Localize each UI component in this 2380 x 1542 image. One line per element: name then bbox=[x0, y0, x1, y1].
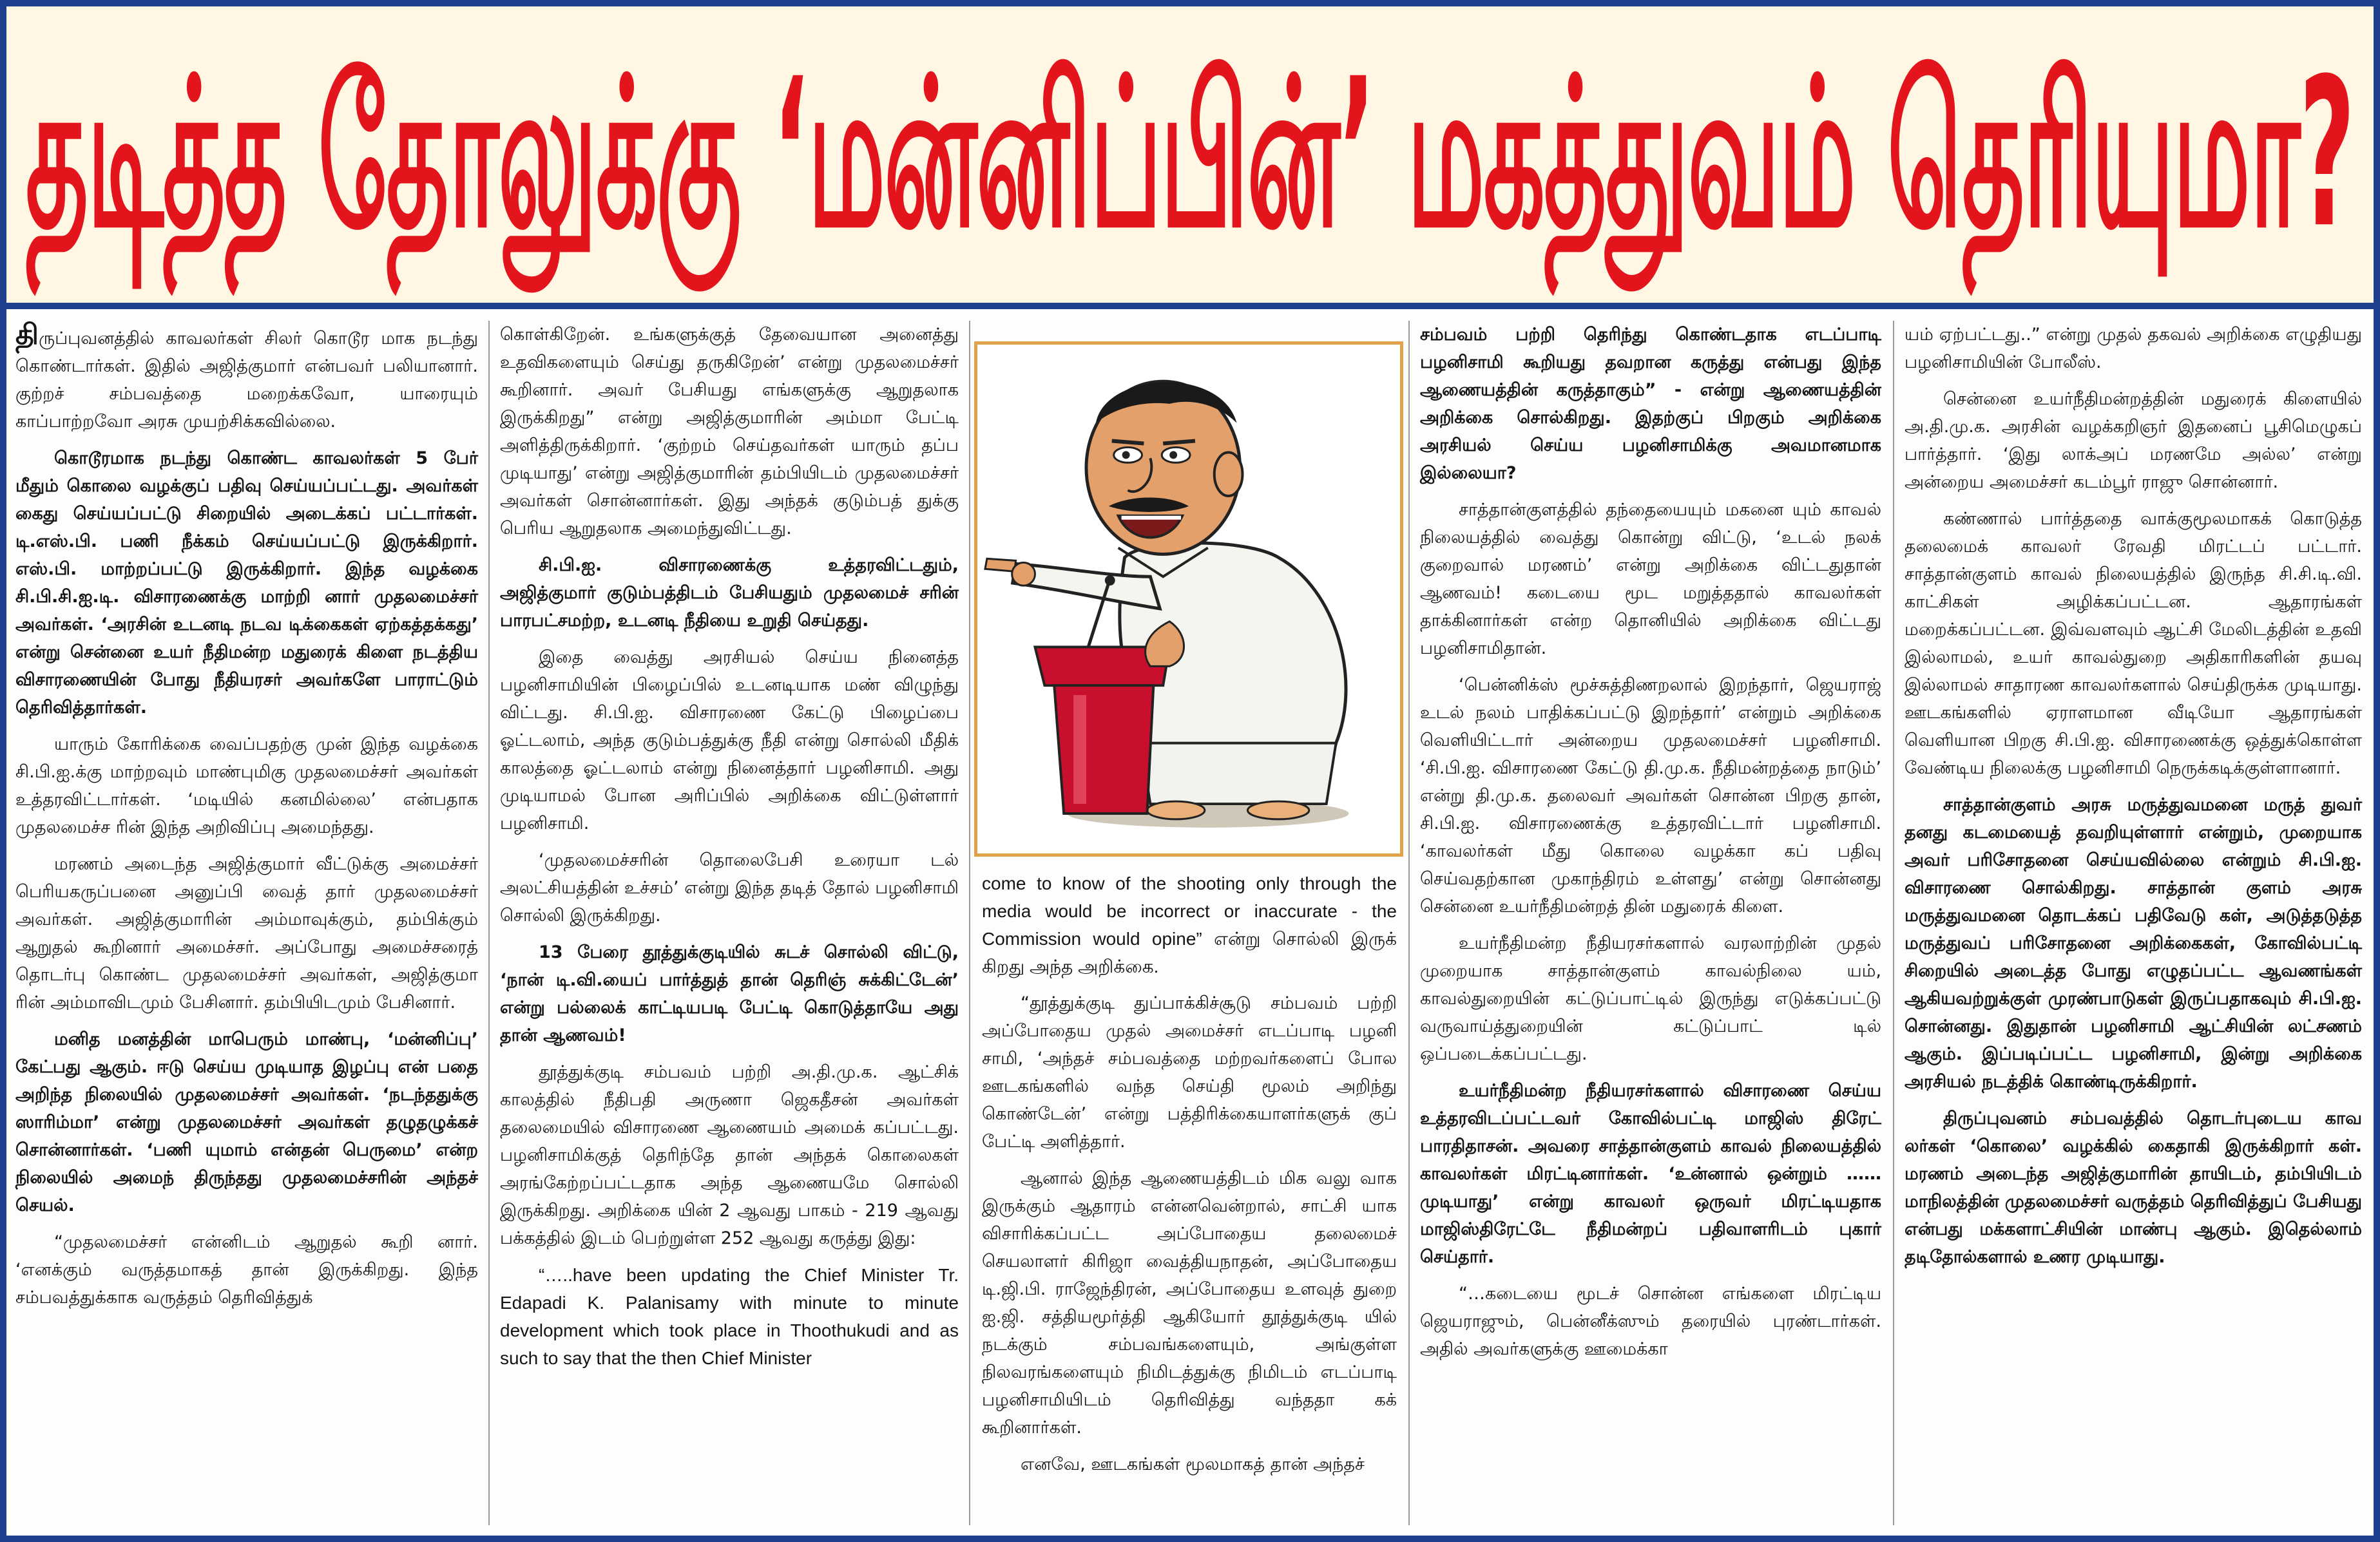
paragraph: திருப்புவனம் சம்பவத்தில் தொடர்புடைய காவ லர்கள் ‘கொலை’ வழக்கில் கைதாகி இருக்கிறார் கள். மரணம் அடைந்த அஜித்குமாரின் தாயிடம், தம்பியிடம் மாநிலத்தின் முதலமைச்சர் வருத்தம் தெரிவித்துப் பேசியது என்பது மக்களாட்சியின் மாண்பு ஆகும். இதெல்லாம் தடிதோல்களால் உணர முடியாது. bbox=[1905, 1109, 2362, 1267]
headline: தடித்த தோலுக்கு ‘மன்னிப்பின்’ மகத்துவம் தெரியுமா? bbox=[26, 35, 2354, 273]
paragraph: “…கடையை மூடச் சொன்ன எங்களை மிரட்டிய ஜெயராஜும், பென்னீக்ஸும் தரையில் புரண்டார்கள். அதில் அவர்களுக்கு ஊமைக்கா bbox=[1420, 1284, 1881, 1359]
article-column-3 bbox=[973, 870, 1406, 1532]
article-column-4 bbox=[1411, 321, 1890, 1532]
paragraph: இதை வைத்து அரசியல் செய்ய நினைத்த பழனிசாமியின் பிழைப்பில் உடனடியாக மண் விழுந்து விட்டது. சி.பி.ஐ. விசாரணை கேட்டு பிழைப்பை ஓட்டலாம், அந்த குடும்பத்துக்கு நீதி என்று சொல்லி மீதிக் காலத்தை ஓட்டலாம் என்று நினைத்தார் பழனிசாமி. அது முடியாமல் போன அரிப்பில் அறிக்கை விட்டுள்ளார் பழனிசாமி. bbox=[500, 647, 959, 833]
article-column-5 bbox=[1895, 321, 2371, 1532]
paragraph: “தூத்துக்குடி துப்பாக்கிச்சூடு சம்பவம் பற்றி அப்போதைய முதல் அமைச்சர் எடப்பாடி பழனி சாமி, ‘அந்தச் சம்பவத்தை மற்றவர்களைப் போல ஊடகங்களில் வந்த செய்தி மூலம் அறிந்து கொண்டேன்’ என்று பத்திரிக்கையாளர்களுக் குப் பேட்டி அளித்தார். bbox=[982, 993, 1397, 1152]
paragraph: யாரும் கோரிக்கை வைப்பதற்கு முன் இந்த வழக்கை சி.பி.ஐ.க்கு மாற்றவும் மாண்புமிகு முதலமைச்சர் அவர்கள் உத்தரவிட்டார்கள். ‘மடியில் கனமில்லை’ என்பதாக முதலமைச்ச ரின் இந்த அறிவிப்பு அமைந்தது. bbox=[15, 734, 478, 837]
paragraph: சி.பி.ஐ. விசாரணைக்கு உத்தரவிட்டதும், அஜித்குமார் குடும்பத்திடம் பேசியதும் முதலமைச் சரின் பாரபட்சமற்ற, உடனடி நீதியை உறுதி செய்தது. bbox=[500, 555, 959, 631]
paragraph: சாத்தான்குளத்தில் தந்தையையும் மகனை யும் காவல் நிலையத்தில் வைத்து கொன்று விட்டு, ‘உடல் நலக் குறைவால் மரணம்’ என்று அறிக்கை விட்டதுதான் ஆணவம்! கடையை மூட மறுத்ததால் காவலர்கள் தாக்கினார்கள் என்ற தொனியில் அறிக்கை விட்டது பழனிசாமிதான். bbox=[1420, 500, 1881, 658]
paragraph-english-quote: “…..have been updating the Chief Minister Tr. Edapadi K. Palanisamy with minute to minute development which took place in Thoothukudi and as such to say that the then Chief Minister bbox=[500, 1265, 959, 1368]
paragraph-text: ருப்புவனத்தில் காவலர்கள் சிலர் கொடூர மாக நடந்து கொண்டார்கள். இதில் அஜித்குமார் என்பவர் பலியானார். குற்றச் சம்பவத்தை மறைக்கவோ, யாரையும் காப்பாற்றவோ அரசு முயற்சிக்கவில்லை. bbox=[15, 328, 478, 432]
paragraph: உயர்நீதிமன்ற நீதியரசர்களால் விசாரணை செய்ய உத்தரவிடப்பட்டவர் கோவில்பட்டி மாஜிஸ் திரேட் பாரதிதாசன். அவரை சாத்தான்குளம் காவல் நிலையத்தில் காவலர்கள் மிரட்டினார்கள். ‘உன்னால் ஒன்றும் …… முடியாது’ என்று காவலர் ஒருவர் மிரட்டியதாக மாஜிஸ்திரேட்டே நீதிமன்றப் பதிவாளரிடம் புகார் செய்தார். bbox=[1420, 1081, 1881, 1267]
paragraph: “முதலமைச்சர் என்னிடம் ஆறுதல் கூறி னார். ‘எனக்கும் வருத்தமாகத் தான் இருக்கிறது. இந்த சம்பவத்துக்காக வருத்தம் தெரிவித்துக் bbox=[15, 1232, 478, 1308]
column-divider bbox=[1408, 321, 1410, 1525]
paragraph: கொள்கிறேன். உங்களுக்குத் தேவையான அனைத்து உதவிகளையும் செய்து தருகிறேன்’ என்று முதலமைச்சர் கூறினார். அவர் பேசியது எங்களுக்கு ஆறுதலாக இருக்கிறது” என்று அஜித்குமாரின் அம்மா பேட்டி அளித்திருக்கிறார். ‘குற்றம் செய்தவர்கள் யாரும் தப்ப முடியாது’ என்று அஜித்குமாரின் தம்பியிடம் முதலமைச்சர் அவர்கள் சொன்னார்கள். இது அந்தக் குடும்பத் துக்கு பெரிய ஆறுதலாக அமைந்துவிட்டது. bbox=[500, 325, 959, 538]
paragraph: சம்பவம் பற்றி தெரிந்து கொண்டதாக எடப்பாடி பழனிசாமி கூறியது தவறான கருத்து என்பது இந்த ஆணையத்தின் கருத்தாகும்” - என்று ஆணையத்தின் அறிக்கை சொல்கிறது. இதற்குப் பிறகும் அறிக்கை அரசியல் செய்ய பழனிசாமிக்கு அவமானமாக இல்லையா? bbox=[1420, 325, 1881, 483]
paragraph: மனித மனத்தின் மாபெரும் மாண்பு, ‘மன்னிப்பு’ கேட்பது ஆகும். ஈடு செய்ய முடியாத இழப்பு என் பதை அறிந்த நிலையில் முதலமைச்சர் அவர்கள். ‘நடந்ததுக்கு ஸாரிம்மா’ என்று முதலமைச்சர் அவர்கள் தழுதழுக்கச் சொன்னார்கள். ‘பணி யுமாம் என்தன் பெருமை’ என்ற நிலையில் அமைந் திருந்தது முதலமைச்சரின் அந்தச் செயல். bbox=[15, 1029, 478, 1215]
paragraph: தூத்துக்குடி சம்பவம் பற்றி அ.தி.மு.க. ஆட்சிக் காலத்தில் நீதிபதி அருணா ஜெகதீசன் அவர்கள் தலைமையில் விசாரணை ஆணையம் அமைக் கப்பட்டது. பழனிசாமிக்குத் தெரிந்தே தான் அந்தக் கொலைகள் அரங்கேற்றப்பட்டதாக அந்த ஆணையமே சொல்லி இருக்கிறது. அறிக்கை யின் 2 ஆவது பாகம் - 219 ஆவது பக்கத்தில் இடம் பெற்றுள்ள 252 ஆவது கருத்து இது: bbox=[500, 1062, 959, 1248]
paragraph: சாத்தான்குளம் அரசு மருத்துவமனை மருத் துவர் தனது கடமையைத் தவறியுள்ளார் என்றும், முறையாக அவர் பரிசோதனை செய்யவில்லை என்றும் சி.பி.ஐ. விசாரணை சொல்கிறது. சாத்தான் குளம் அரசு மருத்துவமனை தொடக்கப் பதிவேடு கள், அடுத்தடுத்த மருத்துவப் பரிசோதனை அறிக்கைகள், கோவில்பட்டி சிறையில் அடைத்த போது எழுதப்பட்ட ஆவணங்கள் ஆகியவற்றுக்குள் முரண்பாடுகள் இருப்பதாகவும் சி.பி.ஐ. சொன்னது. இதுதான் பழனிசாமி ஆட்சியின் லட்சணம் ஆகும். இப்படிப்பட்ட பழனிசாமி, இன்று அறிக்கை அரசியல் நடத்திக் கொண்டிருக்கிறார். bbox=[1905, 795, 2362, 1092]
paragraph: கொடூரமாக நடந்து கொண்ட காவலர்கள் 5 பேர் மீதும் கொலை வழக்குப் பதிவு செய்யப்பட்டது. அவர்கள் கைது செய்யப்பட்டு சிறையில் அடைக்கப் பட்டார்கள். டி.எஸ்.பி. பணி நீக்கம் செய்யப்பட்டு இருக்கிறார். எஸ்.பி. மாற்றப்பட்டு இருக்கிறார். இந்த வழக்கை சி.பி.சி.ஐ.டி. விசாரணைக்கு மாற்றி னார் முதலமைச்சர் அவர்கள். ‘அரசின் உடனடி நடவ டிக்கைகள் ஏற்கத்தக்கது’ என்று சென்னை உயர் நீதிமன்ற மதுரைக் கிளை நடத்திய விசாரணையின் போது நீதியரசர் அவர்களே பாராட்டும் தெரிவித்தார்கள். bbox=[15, 448, 478, 718]
paragraph: மரணம் அடைந்த அஜித்குமார் வீட்டுக்கு அமைச்சர் பெரியகருப்பனை அனுப்பி வைத் தார் முதலமைச்சர் அவர்கள். அஜித்குமாரின் அம்மாவுக்கும், தம்பிக்கும் ஆறுதல் கூறினார் அமைச்சர். அப்போது அமைச்சரைத் தொடர்பு கொண்ட முதலமைச்சர் அவர்கள், அஜித்குமா ரின் அம்மாவிடமும் பேசினார். தம்பியிடமும் பேசினார். bbox=[15, 854, 478, 1013]
drop-cap: தி bbox=[15, 321, 39, 351]
headline-band bbox=[6, 6, 2374, 309]
paragraph: உயர்நீதிமன்ற நீதியரசர்களால் வரலாற்றின் முதல் முறையாக சாத்தான்குளம் காவல்நிலை யம், காவல்துறையின் கட்டுப்பாட்டில் இருந்து எடுக்கப்பட்டு வருவாய்த்துறையின் கட்டுப்பாட் டில் ஒப்படைக்கப்பட்டது. bbox=[1420, 933, 1881, 1064]
politician-speaking-at-podium-cartoon-icon bbox=[977, 345, 1400, 853]
article-body bbox=[6, 309, 2374, 1536]
paragraph: ‘முதலமைச்சரின் தொலைபேசி உரையா டல் அலட்சியத்தின் உச்சம்’ என்று இந்த தடித் தோல் பழனிசாமி சொல்லி இருக்கிறது. bbox=[500, 850, 959, 926]
paragraph: கண்ணால் பார்த்ததை வாக்குமூலமாகக் கொடுத்த தலைமைக் காவலர் ரேவதி மிரட்டப் பட்டார். சாத்தான்குளம் காவல் நிலையத்தில் இருந்த சி.சி.டி.வி. காட்சிகள் அழிக்கப்பட்டன. ஆதாரங்கள் மறைக்கப்பட்டன. இவ்வளவும் ஆட்சி மேலிடத்தின் உதவி இல்லாமல், உயர் காவல்துறை அதிகாரிகளின் தயவு இல்லாமல் சாதாரண காவலர்களால் செய்திருக்க முடியாது. ஊடகங்களில் ஏராளமான வீடியோ ஆதாரங்கள் வெளியான பிறகு சி.பி.ஐ. விசாரணைக்கு ஒத்துக்கொள்ள வேண்டிய நிலைக்கு பழனிசாமி நெருக்கடிக்குள்ளானார். bbox=[1905, 509, 2362, 778]
paragraph-english-quote: come to know of the shooting only through the media would be incorrect or inaccurate - the Commission would opine” என்று சொல்லி இருக் கிறது அந்த அறிக்கை. bbox=[982, 873, 1397, 976]
paragraph: எனவே, ஊடகங்கள் மூலமாகத் தான் அந்தச் bbox=[1021, 1454, 1365, 1474]
paragraph: 13 பேரை தூத்துக்குடியில் சுடச் சொல்லி விட்டு, ‘நான் டி.வி.யைப் பார்த்துத் தான் தெரிஞ் சுக்கிட்டேன்’ என்று பல்லைக் காட்டியபடி பேட்டி கொடுத்தாயே அது தான் ஆணவம்! bbox=[500, 942, 959, 1045]
paragraph: யம் ஏற்பட்டது..” என்று முதல் தகவல் அறிக்கை எழுதியது பழனிசாமியின் போலீஸ். bbox=[1905, 325, 2362, 372]
article-column-1 bbox=[6, 321, 487, 1532]
paragraph bbox=[15, 321, 478, 435]
column-divider bbox=[488, 321, 490, 1525]
paragraph: சென்னை உயர்நீதிமன்றத்தின் மதுரைக் கிளையில் அ.தி.மு.க. அரசின் வழக்கறிஞர் இதனைப் பூசிமெழுகப் பார்த்தார். ‘இது லாக்அப் மரணமே அல்ல’ என்று அன்றைய அமைச்சர் கடம்பூர் ராஜு சொன்னார். bbox=[1905, 389, 2362, 492]
paragraph: ஆனால் இந்த ஆணையத்திடம் மிக வலு வாக இருக்கும் ஆதாரம் என்னவென்றால், சாட்சி யாக விசாரிக்கப்பட்ட அப்போதைய தலைமைச் செயலாளர் கிரிஜா வைத்தியநாதன், அப்போதைய டி.ஜி.பி. ராஜேந்திரன், அப்போதைய உளவுத் துறை ஐ.ஜி. சத்தியமூர்த்தி ஆகியோர் தூத்துக்குடி யில் நடக்கும் சம்பவங்களையும், அங்குள்ள நிலவரங்களையும் நிமிடத்துக்கு நிமிடம் எடப்பாடி பழனிசாமியிடம் தெரிவித்து வந்ததா கக் கூறினார்கள். bbox=[982, 1168, 1397, 1438]
paragraph: ‘பென்னிக்ஸ் மூச்சுத்திணறலால் இறந்தார், ஜெயராஜ் உடல் நலம் பாதிக்கப்பட்டு இறந்தார்’ என்றும் அறிக்கை வெளியிட்டார் அன்றைய முதலமைச்சர் பழனிசாமி. ‘சி.பி.ஐ. விசாரணை கேட்டு தி.மு.க. நீதிமன்றத்தை நாடும்’ என்று தி.மு.க. தலைவர் அவர்கள் சொன்ன பிறகு தான், சி.பி.ஐ. விசாரணைக்கு உத்தரவிட்டார் பழனிசாமி. ‘காவலர்கள் மீது கொலை வழக்கா கப் பதிவு செய்வதற்கான முகாந்திரம் உள்ளது’ என்று சொன்னது சென்னை உயர்நீதிமன்றத் தின் மதுரைக் கிளை. bbox=[1420, 675, 1881, 917]
column-divider bbox=[969, 321, 970, 1525]
column-divider bbox=[1893, 321, 1894, 1525]
cartoon-frame bbox=[974, 341, 1403, 857]
article-column-2 bbox=[491, 321, 968, 1532]
